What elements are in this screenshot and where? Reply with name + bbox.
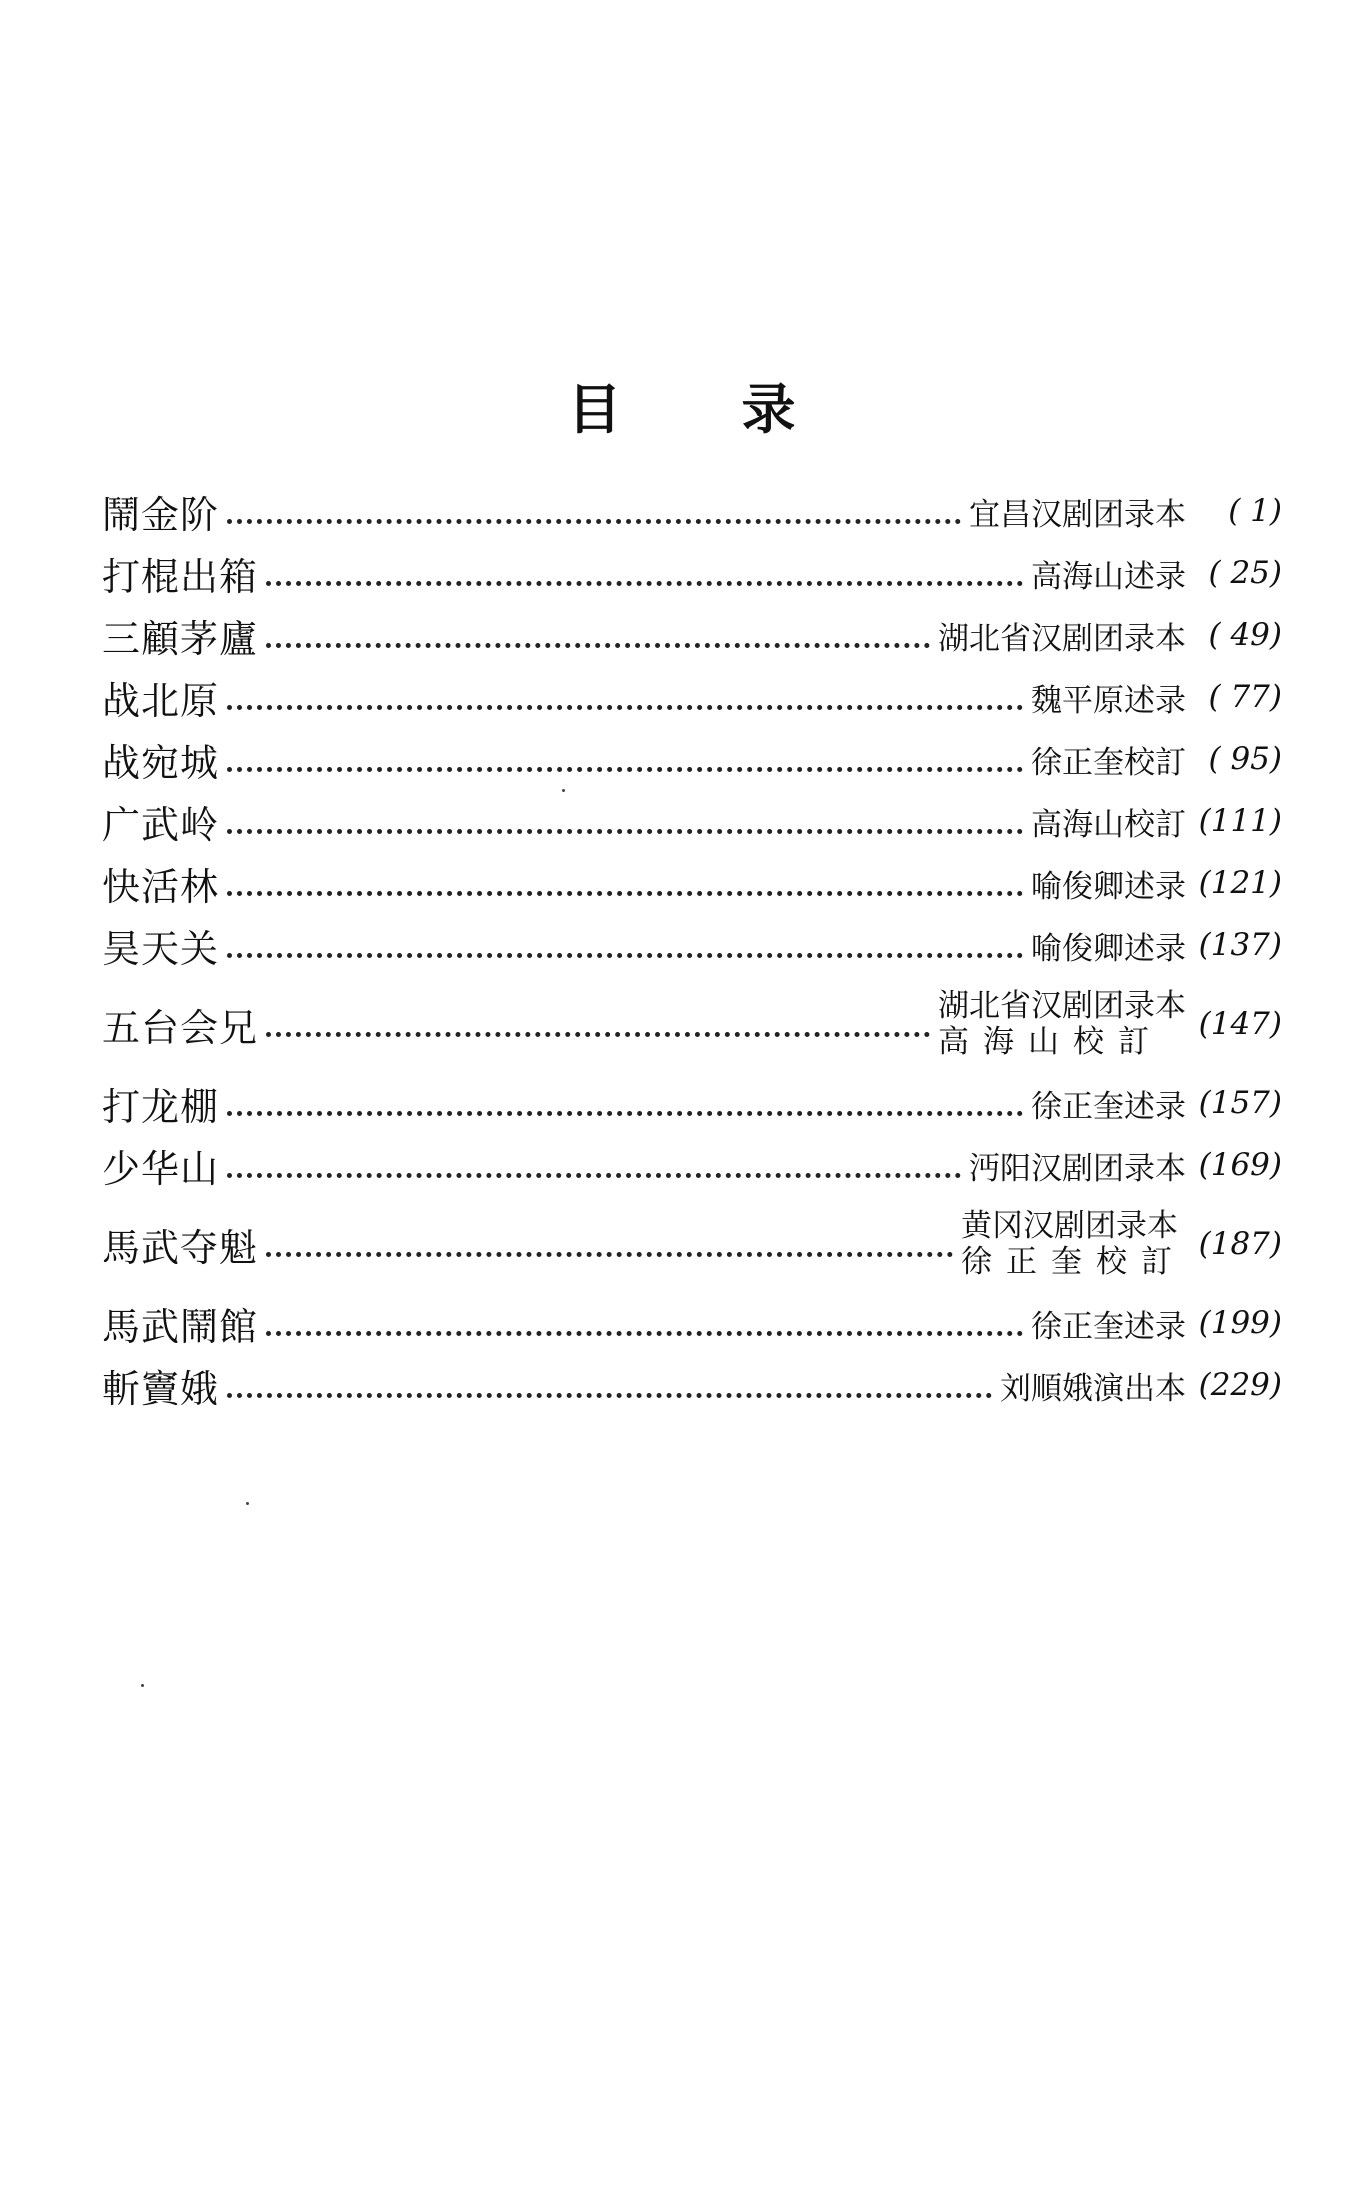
entry-title: 战北原	[102, 678, 220, 723]
entry-page: ( 49)	[1208, 617, 1282, 653]
entry-page: (169)	[1198, 1147, 1282, 1183]
title-char-right: 录	[741, 378, 796, 441]
entry-title: 打棍出箱	[102, 554, 259, 599]
title-char-left: 目	[567, 378, 622, 441]
dot-leader	[266, 1327, 1023, 1336]
dot-leader	[227, 1389, 992, 1398]
entry-title: 斬竇娥	[102, 1366, 220, 1411]
entry-source: 喻俊卿述录	[1031, 868, 1186, 905]
dot-leader	[227, 1169, 961, 1178]
scan-speck	[246, 1502, 249, 1505]
entry-source: 高海山述录	[1031, 558, 1186, 595]
toc-entry[interactable]	[102, 1134, 1282, 1196]
entry-page: ( 25)	[1208, 555, 1282, 591]
entry-source: 徐正奎述录	[1031, 1308, 1186, 1345]
toc-entry[interactable]	[102, 976, 1282, 1072]
table-of-contents	[102, 480, 1282, 1416]
entry-page: (137)	[1198, 927, 1282, 963]
entry-source: 沔阳汉剧团录本	[969, 1150, 1186, 1187]
entry-page: ( 1)	[1228, 493, 1282, 529]
entry-source: 徐正奎述录	[1031, 1088, 1186, 1125]
toc-entry[interactable]	[102, 914, 1282, 976]
toc-entry[interactable]	[102, 1292, 1282, 1354]
toc-entry[interactable]	[102, 542, 1282, 604]
toc-entry[interactable]	[102, 480, 1282, 542]
entry-page: (111)	[1198, 803, 1282, 839]
entry-source: 高海山校訂	[1031, 806, 1186, 843]
entry-title: 五台会兄	[102, 1005, 259, 1050]
dot-leader	[227, 515, 961, 524]
dot-leader	[266, 1248, 953, 1257]
dot-leader	[227, 887, 1023, 896]
entry-title: 打龙棚	[102, 1084, 220, 1129]
page-title	[0, 378, 1363, 442]
entry-page: (199)	[1198, 1305, 1282, 1341]
toc-entry[interactable]	[102, 666, 1282, 728]
entry-title: 馬武鬧館	[102, 1304, 259, 1349]
dot-leader	[266, 639, 930, 648]
entry-source-line: 徐正奎校訂	[961, 1244, 1186, 1280]
toc-entry[interactable]	[102, 1072, 1282, 1134]
entry-title: 快活林	[102, 864, 220, 909]
toc-entry[interactable]	[102, 604, 1282, 666]
dot-leader	[227, 701, 1023, 710]
entry-source-line: 湖北省汉剧团录本	[938, 988, 1186, 1024]
entry-source: 喻俊卿述录	[1031, 930, 1186, 967]
entry-source-line: 黄冈汉剧团录本	[961, 1208, 1178, 1244]
entry-source-line: 高海山校訂	[938, 1024, 1163, 1060]
entry-title: 三顧茅廬	[102, 616, 259, 661]
entry-title: 战宛城	[102, 740, 220, 785]
entry-title: 鬧金阶	[102, 492, 220, 537]
dot-leader	[266, 577, 1023, 586]
toc-entry[interactable]	[102, 852, 1282, 914]
entry-page: (187)	[1198, 1226, 1282, 1262]
entry-title: 少华山	[102, 1146, 220, 1191]
toc-entry[interactable]	[102, 1196, 1282, 1292]
entry-page: (229)	[1198, 1367, 1282, 1403]
entry-page: ( 95)	[1208, 741, 1282, 777]
toc-entry[interactable]	[102, 790, 1282, 852]
entry-source: 徐正奎校訂	[1031, 744, 1186, 781]
entry-source: 湖北省汉剧团录本	[938, 620, 1186, 657]
scan-speck	[562, 789, 565, 792]
dot-leader	[227, 763, 1023, 772]
entry-page: ( 77)	[1208, 679, 1282, 715]
dot-leader	[227, 949, 1023, 958]
scan-speck	[141, 1684, 144, 1687]
dot-leader	[266, 1028, 930, 1037]
entry-source	[961, 1208, 1186, 1280]
dot-leader	[227, 1107, 1023, 1116]
entry-page: (121)	[1198, 865, 1282, 901]
entry-source: 魏平原述录	[1031, 682, 1186, 719]
entry-source: 刘順娥演出本	[1000, 1370, 1186, 1407]
entry-title: 广武岭	[102, 802, 220, 847]
toc-entry[interactable]	[102, 1354, 1282, 1416]
dot-leader	[227, 825, 1023, 834]
entry-page: (157)	[1198, 1085, 1282, 1121]
toc-entry[interactable]	[102, 728, 1282, 790]
entry-page: (147)	[1198, 1006, 1282, 1042]
entry-source	[938, 988, 1186, 1060]
entry-title: 昊天关	[102, 926, 220, 971]
entry-source: 宜昌汉剧团录本	[969, 496, 1186, 533]
entry-title: 馬武夺魁	[102, 1225, 259, 1270]
